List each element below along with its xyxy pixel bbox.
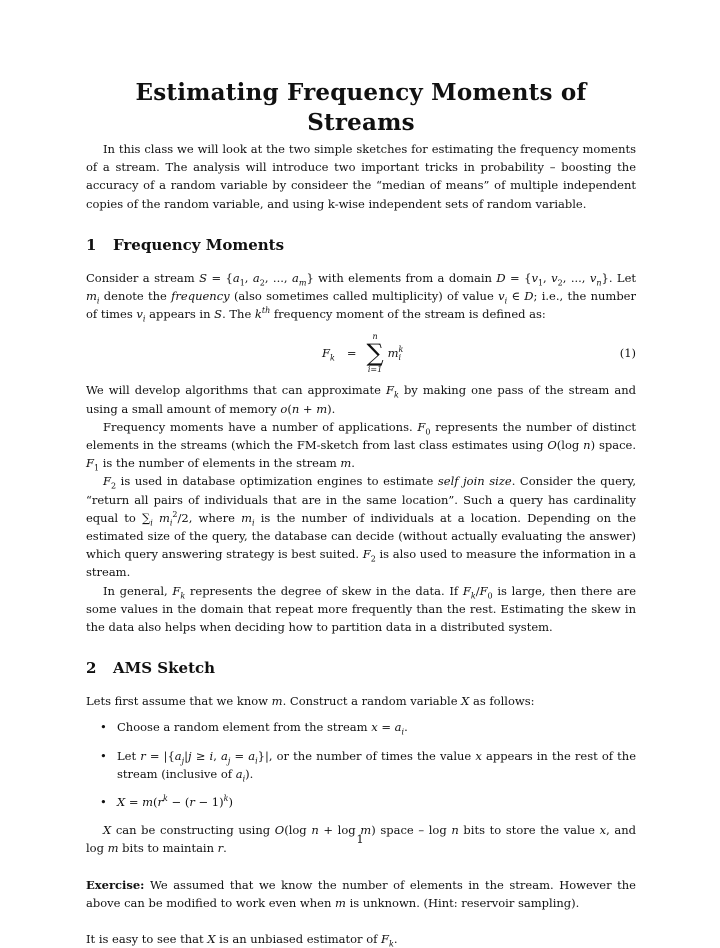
- bullet-icon: •: [100, 748, 107, 763]
- summation: [366, 332, 383, 374]
- section-1-number: 1: [86, 235, 97, 254]
- section-1-paragraph-5: In general, $F_k$ represents the degree of skew in the data. If $F_k/F_0$ is large, then there are some values in the domain that repeat more frequently than the rest. Estimating the skew in the data also helps when deciding how to partition data in a distributed system.: [86, 583, 636, 635]
- section-2-number: 2: [86, 659, 97, 678]
- equation-lhs: $F_k$: [322, 346, 335, 363]
- section-2-paragraph-2: X can be constructing using O(log n + log m) space – log n bits to store the value x, and log m bits to maintain r.: [86, 823, 637, 856]
- summation-lower: i=1: [367, 365, 383, 375]
- equation-equals: =: [346, 346, 357, 361]
- section-1-heading: [86, 235, 636, 255]
- section-1-paragraph-2: We will develop algorithms that can approximate $F_k$ by making one pass of the stream and using a small amount of memory o(n + m).: [86, 383, 636, 416]
- list-item: • $X = m(r^k - (r - 1)^k)$: [86, 793, 636, 811]
- construction-steps-list: [86, 718, 636, 811]
- list-item: • Let $r = |\{a_j|j \ge i$, $a_j = a_i\}|$, or the number of times the value x appears in the rest of the stream (inclusive of $a_i$).: [100, 748, 637, 784]
- section-2-heading: [86, 658, 636, 678]
- equation-1: [86, 330, 636, 376]
- equation-1-body: [322, 330, 403, 376]
- section-1-title: Frequency Moments: [113, 235, 285, 254]
- section-2-paragraph-3: It is easy to see that X is an unbiased estimator of $F_k$.: [86, 932, 398, 948]
- bullet-icon: •: [100, 795, 107, 810]
- section-1-paragraph-1: Consider a stream $S = \{a_1$, $a_2$, ..., $a_m$} with elements from a domain $D = \{v_1$, $v_2$, ..., $v_n$}. Let $m_i$ denote the frequency (also sometimes called multiplicity) of value $v_i$ ∈ D; i.e., the number of times $v_i$ appears in S. The $k^{th}$ frequency moment of the stream is defined as:: [86, 270, 636, 324]
- equation-number: (1): [619, 346, 636, 361]
- section-1-paragraph-3: Frequency moments have a number of applications. $F_0$ represents the number of distinct elements in the streams (which the FM-sketch from last class estimates using O(log n) space. $F_1$ is the number of elements in the stream m.: [86, 419, 636, 473]
- page-number: 1: [356, 832, 364, 846]
- summation-sigma-icon: ∑: [366, 339, 384, 368]
- exercise-label: Exercise:: [86, 877, 145, 892]
- section-1-paragraph-4: $F_2$ is used in database optimization engines to estimate self join size. Consider the query, “return all pairs of individuals that are in the same location”. Such a query has cardinality equal to $\sum_i$ $m_i^2/2$, where $m_i$ is the number of individuals at a location. Depending on the estimated size of the query, the database can decide (without actually evaluating the answer) which query answering strategy is best suited. $F_2$ is also used to measure the information in a stream.: [86, 474, 636, 580]
- summation-upper: n: [372, 332, 378, 342]
- paper-title: Estimating Frequency Moments of Streams: [135, 79, 587, 136]
- intro-paragraph: In this class we will look at the two simple sketches for estimating the frequency moments of a stream. The analysis will introduce two important tricks in probability – boosting the accuracy of a random variable by consideer the “median of means” of multiple independent copies of the random variable, and using k-wise independent sets of random variable.: [86, 142, 636, 211]
- bullet-icon: •: [100, 720, 107, 735]
- section-2-title: AMS Sketch: [113, 659, 216, 678]
- exercise-paragraph: Exercise: We assumed that we know the number of elements in the stream. However the above can be modified to work even when m is unknown. (Hint: reservoir sampling).: [86, 877, 636, 910]
- page-content: [86, 78, 636, 948]
- section-2-paragraph-1: Lets first assume that we know m. Construct a random variable X as follows:: [86, 694, 535, 709]
- equation-term: m k i: [387, 345, 404, 363]
- list-item: • Choose a random element from the stream $x = a_i$.: [100, 720, 408, 737]
